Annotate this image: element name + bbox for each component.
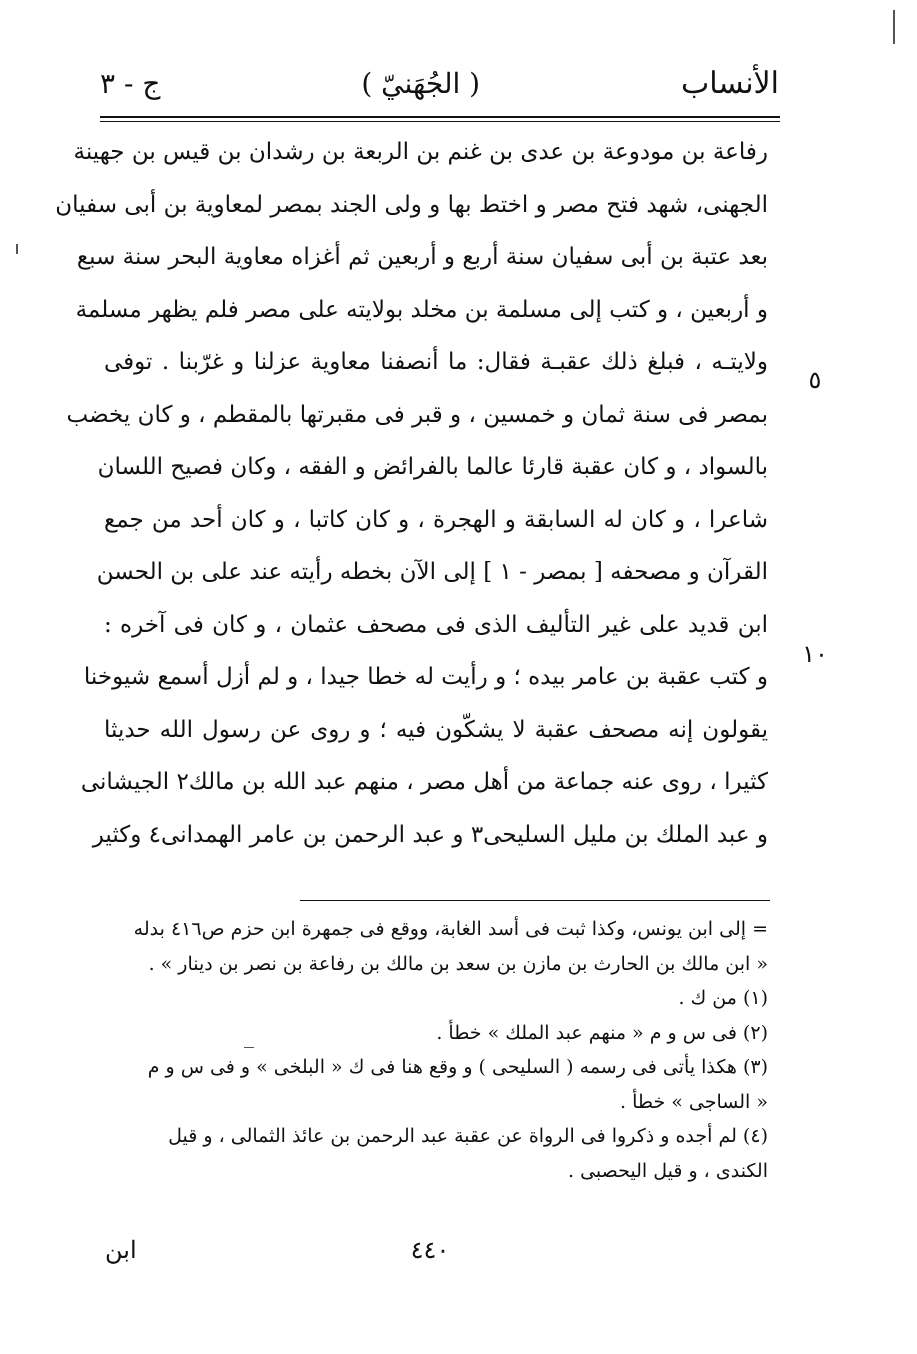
footnote-line: « ابن مالك بن الحارث بن مازن بن سعد بن مالك بن رفاعة بن نصر بن دينار » . xyxy=(148,952,768,975)
text-line: القرآن و مصحفه [ بمصر - ١ ] إلى الآن بخطه رأيته عند على بن الحسن xyxy=(96,559,768,585)
footnote-line: = إلى ابن يونس، وكذا ثبت فى أسد الغابة، ووقع فى جمهرة ابن حزم ص٤١٦ بدله xyxy=(133,918,768,940)
footnotes xyxy=(100,912,768,1188)
footnote-separator xyxy=(300,900,770,901)
catchword: ابن xyxy=(105,1236,137,1264)
text-line: يقولون إنه مصحف عقبة لا يشكّون فيه ؛ و روى عن رسول الله حديثا xyxy=(104,716,768,743)
header-rule-thin xyxy=(100,121,780,122)
footnote-line: « الساجى » خطأ . xyxy=(620,1090,768,1113)
text-line: بمصر فى سنة ثمان و خمسين ، و قبر فى مقبرتها بالمقطم ، و كان يخضب xyxy=(66,401,768,428)
main-text xyxy=(55,126,768,861)
footnote-line: الكندى ، و قيل اليحصبى . xyxy=(567,1159,768,1182)
footnote-line: (١) من ك . xyxy=(678,987,768,1009)
footnote-line: (٤) لم أجده و ذكروا فى الرواة عن عقبة عبد الرحمن بن عائذ الثمالى ، و قيل xyxy=(168,1125,768,1147)
text-line: كثيرا ، روى عنه جماعة من أهل مصر ، منهم عبد الله بن مالك٢ الجيشانى xyxy=(80,769,768,795)
scan-speck xyxy=(893,10,895,44)
text-line: و كتب عقبة بن عامر بيده ؛ و رأيت له خطا جيدا ، و لم أزل أسمع شيوخنا xyxy=(83,664,768,690)
book-title: الأنساب xyxy=(681,65,779,101)
header-rule xyxy=(100,116,780,118)
margin-line-number-10: ١٠ xyxy=(802,640,828,668)
margin-line-number-5: ٥ xyxy=(808,366,822,394)
footnote-line: (٢) فى س و م « منهم عبد الملك » خطأ . xyxy=(436,1021,768,1044)
text-line: رفاعة بن مودوعة بن عدى بن غنم بن الربعة بن رشدان بن قيس بن جهينة xyxy=(73,139,768,165)
footnote-line: (٣) هكذا يأتى فى رسمه ( السليحى ) و وقع هنا فى ك « البلخى » و فى س و م xyxy=(147,1056,768,1078)
entry-name: ( الجُهَنيّ ) xyxy=(361,66,481,100)
text-line: بالسواد ، و كان عقبة قارئا عالما بالفرائض و الفقه ، وكان فصيح اللسان xyxy=(97,454,768,480)
scan-speck xyxy=(16,244,18,254)
text-line: الجهنى، شهد فتح مصر و اختط بها و ولى الجند بمصر لمعاوية بن أبى سفيان xyxy=(55,191,768,218)
volume-label: ج - ٣ xyxy=(100,66,161,100)
text-line: و عبد الملك بن مليل السليحى٣ و عبد الرحمن بن عامر الهمدانى٤ وكثير xyxy=(92,821,768,848)
page-number: ٤٤٠ xyxy=(410,1236,450,1264)
text-line: و أربعين ، و كتب إلى مسلمة بن مخلد بولايته على مصر فلم يظهر مسلمة xyxy=(75,296,768,323)
scan-speck xyxy=(244,1047,254,1048)
text-line: ولايتـه ، فبلغ ذلك عقبـة فقال: ما أنصفنا معاوية عزلنا و غرّبنا . توفى xyxy=(104,349,768,375)
running-header xyxy=(100,58,779,108)
text-line: بعد عتبة بن أبى سفيان سنة أربع و أربعين ثم أغزاه معاوية البحر سنة سبع xyxy=(76,244,768,270)
text-line: شاعرا ، و كان له السابقة و الهجرة ، و كان كاتبا ، و كان أحد من جمع xyxy=(104,506,768,533)
text-line: ابن قديد على غير التأليف الذى فى مصحف عثمان ، و كان فى آخره : xyxy=(104,611,768,638)
